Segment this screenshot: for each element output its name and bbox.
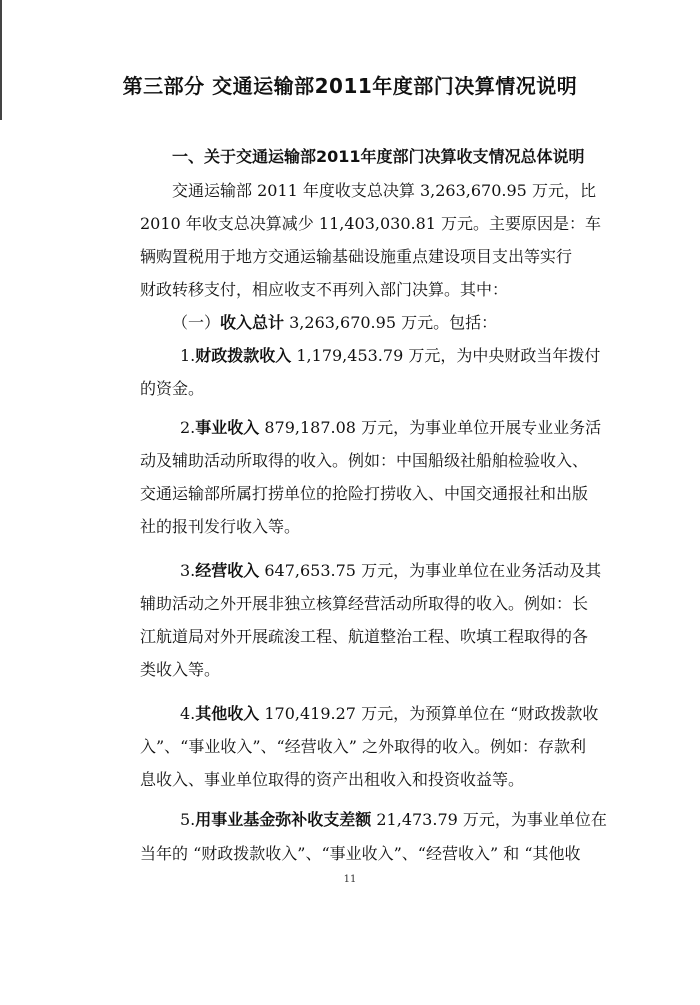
line-text: 息收入、事业单位取得的资产出租收入和投资收益等。 [140,770,525,789]
body-line [140,246,572,268]
page-title: 第三部分 交通运输部2011年度部门决算情况说明 [122,74,578,98]
item-prefix: （一） [172,313,221,332]
body-line [140,213,601,235]
line-text: 辅助活动之外开展非独立核算经营活动所取得的收入。例如：长 [140,594,589,613]
item-keyword: 财政拨款收入 [195,346,292,365]
list-item-line [180,703,598,725]
line-text: 交通运输部所属打捞单位的抢险打捞收入、中国交通报社和出版 [140,484,589,503]
item-keyword: 事业收入 [195,418,260,437]
line-text: 财政转移支付，相应收支不再列入部门决算。其中： [140,280,509,299]
body-line [140,450,588,472]
line-text: 辆购置税用于地方交通运输基础设施重点建设项目支出等实行 [140,247,573,266]
item-text: 1,179,453.79 万元，为中央财政当年拨付 [291,346,601,365]
line-text: 类收入等。 [140,660,221,679]
item-text: 170,419.27 万元，为预算单位在 “财政拨款收 [259,704,599,723]
line-text: 当年的 “财政拨款收入”、“事业收入”、“经营收入” 和 “其他收 [140,844,581,863]
list-item-line [180,417,601,439]
body-line [140,593,588,615]
item-prefix: 5. [180,810,196,829]
body-line [140,843,581,865]
body-line [140,516,300,538]
body-line [140,769,524,791]
line-text: 交通运输部 2011 年度收支总决算 3,263,670.95 万元，比 [172,181,596,200]
item-prefix: 3. [180,561,196,580]
item-prefix: 4. [180,704,196,723]
list-item-line [180,809,607,831]
item-keyword: 经营收入 [195,561,260,580]
body-line [140,378,204,400]
line-text: 入”、“事业收入”、“经营收入” 之外取得的收入。例如：存款利 [140,737,586,756]
item-prefix: 1. [180,346,196,365]
body-line [140,736,586,758]
body-line [140,659,220,681]
item-keyword: 用事业基金弥补收支差额 [195,810,372,829]
line-text: 社的报刊发行收入等。 [140,517,301,536]
list-item-line [180,560,601,582]
line-text: 江航道局对外开展疏浚工程、航道整治工程、吹填工程取得的各 [140,627,589,646]
body-line [172,180,596,202]
item-text: 3,263,670.95 万元。包括： [284,313,498,332]
item-text: 879,187.08 万元，为事业单位开展专业业务活 [259,418,602,437]
item-keyword: 其他收入 [195,704,260,723]
page-number: 11 [343,874,357,885]
item-keyword: 收入总计 [220,313,285,332]
item-prefix: 2. [180,418,196,437]
item-text: 21,473.79 万元，为事业单位在 [371,810,607,829]
line-text: 2010 年收支总决算减少 11,403,030.81 万元。主要原因是：车 [140,214,602,233]
line-text: 动及辅助活动所取得的收入。例如：中国船级社船舶检验收入、 [140,451,589,470]
subsection-line [172,312,497,334]
body-line [140,626,588,648]
body-line [140,483,588,505]
line-text: 的资金。 [140,379,205,398]
scan-edge-mark [0,0,2,120]
item-text: 647,653.75 万元，为事业单位在业务活动及其 [259,561,602,580]
section-heading: 一、关于交通运输部2011年度部门决算收支情况总体说明 [172,147,585,166]
list-item-line [180,345,600,367]
body-line [140,279,508,301]
